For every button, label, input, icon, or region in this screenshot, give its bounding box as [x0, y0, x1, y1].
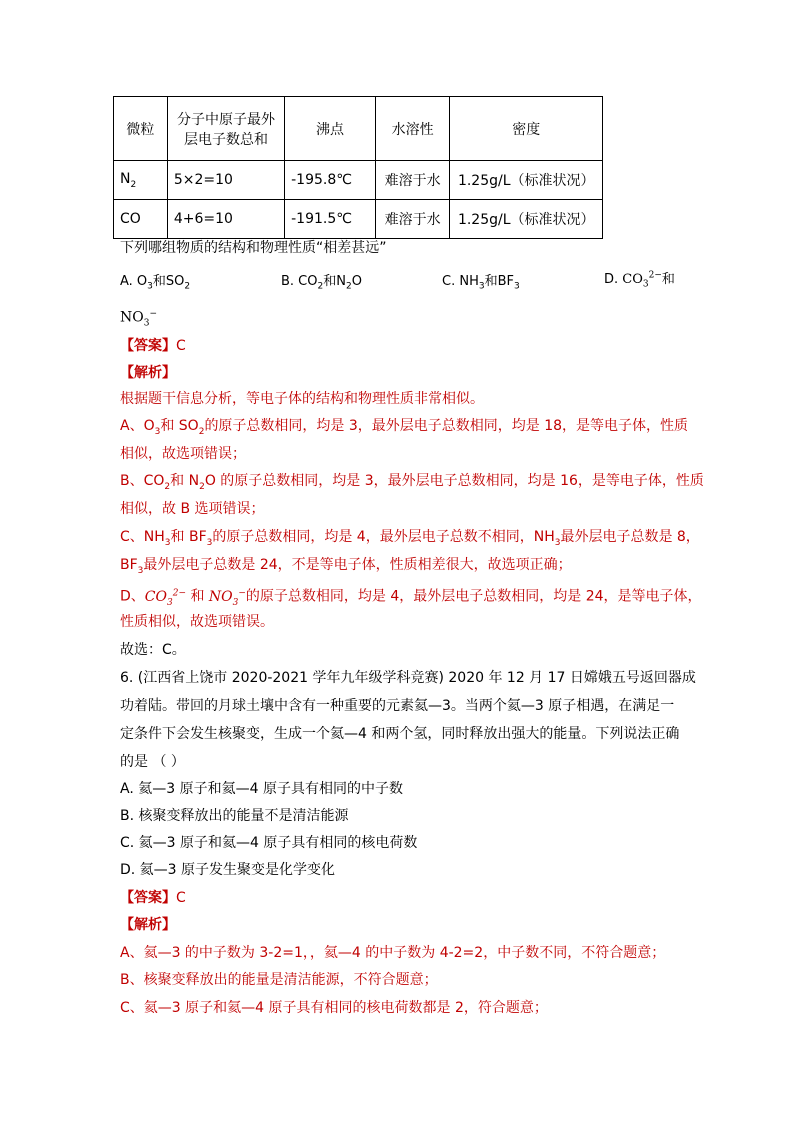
cell-particle-text: N	[120, 170, 131, 187]
option-d-label: D.	[604, 272, 619, 287]
option-c	[442, 270, 520, 292]
analysis-b-s2: 2	[199, 481, 205, 492]
analysis-b-s1: 2	[164, 481, 171, 492]
header-particle: 微粒	[114, 97, 168, 161]
option-d-no: NO	[120, 309, 144, 326]
option-a-mid: 和SO	[152, 274, 185, 289]
option-d-no-sup: −	[149, 309, 158, 319]
analysis-d-no: NO	[208, 588, 233, 605]
option-a	[120, 270, 190, 292]
conclusion: 故选：C。	[120, 642, 186, 658]
analysis-a-line1	[120, 416, 688, 442]
analysis-d-p2: 和	[190, 588, 205, 605]
option-d-nitrate	[120, 304, 157, 333]
option-d-co-sup: 2−	[648, 270, 662, 281]
analysis-a-p2: 和 SO	[160, 418, 199, 434]
table-header-row	[114, 97, 603, 161]
analysis-a-p3: 的原子总数相同，均是 3，最外层电子总数相同，均是 18，是等电子体，性质	[204, 418, 689, 434]
analysis-b-line2: 相似，故 B 选项错误；	[120, 501, 265, 517]
cell-sum: 4+6=10	[167, 200, 284, 239]
cell-particle	[114, 200, 168, 239]
analysis2-c: C、氦—3 原子和氦—4 原子具有相同的核电荷数都是 2，符合题意；	[120, 1000, 548, 1016]
analysis-c-s1: 3	[164, 537, 171, 548]
analysis-b-line1	[120, 471, 704, 497]
header-boiling-point: 沸点	[285, 97, 376, 161]
analysis-d-carbonate	[144, 588, 186, 608]
option-b-mid: 和N	[323, 274, 346, 289]
header-electron-sum	[167, 97, 284, 161]
option-c-sub1: 3	[478, 281, 485, 292]
cell-sum: 5×2=10	[167, 161, 284, 200]
analysis-c-line2	[120, 555, 572, 581]
cell-particle	[114, 161, 168, 200]
answer-1	[120, 336, 186, 356]
option-a-text: A. O	[120, 274, 148, 289]
analysis-c-l2b: 最外层电子总数是 24，不是等电子体，性质相差很大，故选项正确；	[143, 557, 572, 573]
cell-particle-text: CO	[120, 211, 141, 227]
option-b-sub1: 2	[317, 281, 324, 292]
analysis-c-l2a: BF	[120, 557, 138, 573]
option-a-sub2: 2	[184, 281, 191, 292]
answer-2	[120, 888, 186, 908]
table-row	[114, 161, 603, 200]
option-d-co-sub: 3	[642, 279, 649, 290]
question-stem: 下列哪组物质的结构和物理性质“相差甚远”	[120, 240, 387, 256]
analysis-label-2: 【解析】	[120, 917, 176, 933]
cell-particle-sub: 2	[130, 179, 137, 190]
answer-value: C	[176, 338, 186, 354]
analysis-d-line1	[120, 583, 702, 612]
analysis-c-p3: 的原子总数相同，均是 4，最外层电子总数不相同，NH	[212, 529, 555, 545]
analysis-b-p1: B、CO	[120, 473, 165, 489]
cell-density: 1.25g/L（标准状况）	[450, 200, 603, 239]
analysis-d-no-sub: 3	[232, 597, 239, 608]
option-d-and: 和	[661, 272, 675, 287]
cell-solubility: 难溶于水	[375, 161, 450, 200]
analysis-c-p2: 和 BF	[170, 529, 207, 545]
q6-line3: 定条件下会发生核聚变，生成一个氦—4 和两个氢，同时释放出强大的能量。下列说法正确	[120, 726, 680, 742]
option-b-text: B. CO	[281, 274, 318, 289]
analysis-d-co: CO	[144, 588, 167, 605]
option-c-text: C. NH	[442, 274, 479, 289]
analysis-c-s2: 3	[206, 537, 213, 548]
answer-label-2: 【答案】	[120, 890, 176, 906]
q6-option-a: A. 氦—3 原子和氦—4 原子具有相同的中子数	[120, 781, 403, 797]
q6-option-c: C. 氦—3 原子和氦—4 原子具有相同的核电荷数	[120, 835, 418, 851]
answer-value-2: C	[176, 890, 186, 906]
analysis2-b: B、核聚变释放出的能量是清洁能源，不符合题意；	[120, 972, 438, 988]
analysis-c-l2s: 3	[137, 565, 144, 576]
option-d	[604, 268, 675, 290]
cell-boiling-point: -191.5℃	[285, 200, 376, 239]
q6-line2: 功着陆。带回的月球土壤中含有一种重要的元素氦—3。当两个氦—3 原子相遇，在满足一	[120, 698, 675, 714]
header-electron-sum-line2: 层电子数总和	[183, 131, 268, 148]
analysis-d-co-sup: 2−	[172, 588, 186, 598]
cell-density: 1.25g/L（标准状况）	[450, 161, 603, 200]
option-b-sub2: 2	[345, 281, 352, 292]
option-c-sub2: 3	[513, 281, 520, 292]
analysis-c-s3: 3	[554, 537, 561, 548]
analysis-a-line2: 相似，故选项错误；	[120, 446, 246, 462]
option-d-carbonate	[622, 270, 662, 290]
analysis-d-co-sub: 3	[166, 597, 173, 608]
option-d-no-sub: 3	[143, 318, 150, 329]
q6-line1: 6. (江西省上饶市 2020-2021 学年九年级学科竞赛) 2020 年 12 月 17 日嫦娥五号返回器成	[120, 670, 696, 686]
option-c-mid: 和BF	[484, 274, 514, 289]
analysis-d-line2: 性质相似，故选项错误。	[120, 614, 274, 630]
header-electron-sum-line1: 分子中原子最外	[176, 111, 275, 128]
header-solubility: 水溶性	[375, 97, 450, 161]
option-d-co: CO	[622, 272, 643, 287]
q6-line4: 的是 （ ）	[120, 754, 185, 770]
analysis-d-nitrate	[208, 588, 246, 608]
cell-boiling-point: -195.8℃	[285, 161, 376, 200]
analysis-d-p3: 的原子总数相同，均是 4，最外层电子总数相同，均是 24，是等电子体，	[245, 588, 702, 605]
header-density: 密度	[450, 97, 603, 161]
q6-option-b: B. 核聚变释放出的能量不是清洁能源	[120, 808, 349, 824]
analysis-a-p1: A、O	[120, 418, 155, 434]
analysis-d-p1: D、	[120, 588, 145, 605]
answer-label: 【答案】	[120, 338, 176, 354]
analysis-label-1: 【解析】	[120, 365, 176, 381]
analysis-b-p3: O 的原子总数相同，均是 3，最外层电子总数相同，均是 16，是等电子体，性质	[204, 473, 704, 489]
analysis-b-p2: 和 N	[170, 473, 200, 489]
analysis2-a: A、氦—3 的中子数为 3-2=1，，氦—4 的中子数为 4-2=2，中子数不同，不符合题意；	[120, 945, 666, 961]
analysis-a-s1: 3	[154, 426, 161, 437]
q6-option-d: D. 氦—3 原子发生聚变是化学变化	[120, 862, 336, 878]
analysis-c-p4: 最外层电子总数是 8，	[560, 529, 700, 545]
properties-table	[113, 96, 603, 239]
analysis-c-line1	[120, 527, 700, 553]
analysis-c-p1: C、NH	[120, 529, 165, 545]
analysis-a-s2: 2	[198, 426, 205, 437]
analysis-intro: 根据题干信息分析，等电子体的结构和物理性质非常相似。	[120, 391, 484, 407]
option-b-tail: O	[351, 274, 362, 289]
option-a-sub1: 3	[147, 281, 153, 292]
cell-solubility: 难溶于水	[375, 200, 450, 239]
option-b	[281, 270, 362, 292]
analysis-d-no-sup: −	[238, 588, 246, 598]
table-row	[114, 200, 603, 239]
